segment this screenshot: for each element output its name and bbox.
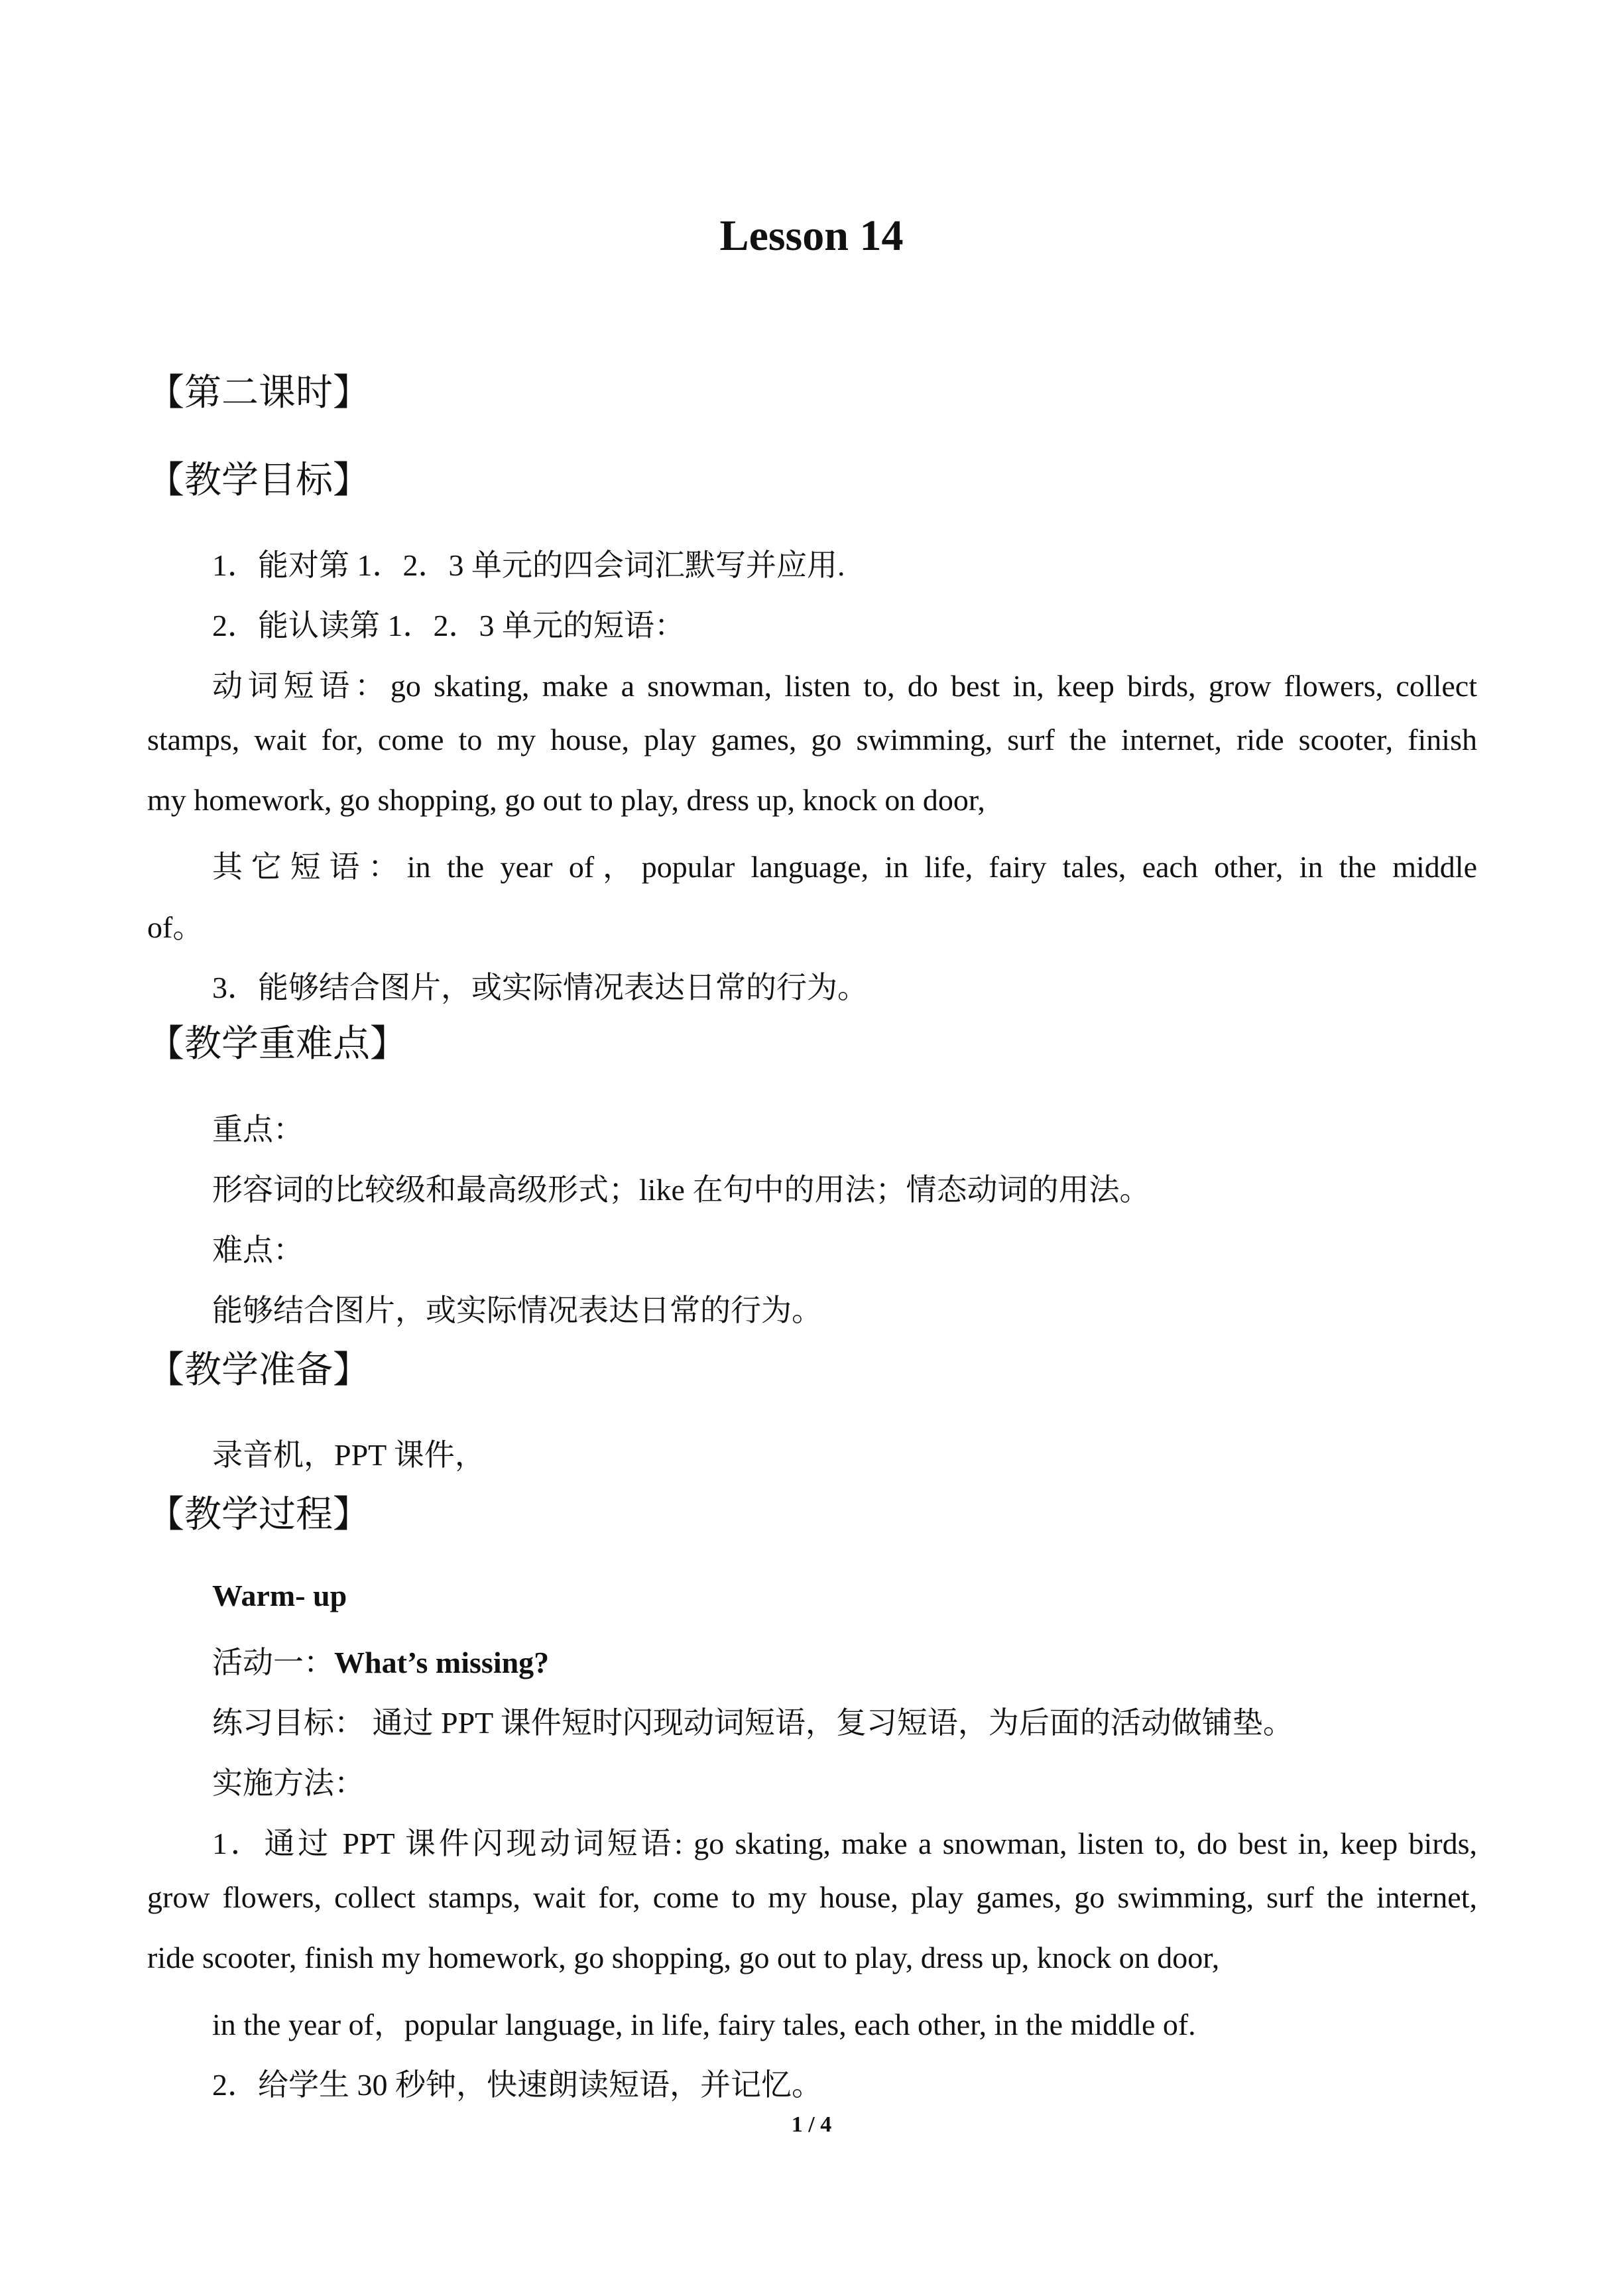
focus-label: 重点： — [212, 1113, 304, 1146]
heading-objectives: 【教学目标】 — [147, 460, 370, 501]
other-phrases-line-1: 其它短语：in the year of，popular language, in life, fairy tales, each other, in the middle — [212, 850, 1477, 884]
step-1-line-1: 1．通过 PPT 课件闪现动词短语: go skating, make a snowman, listen to, do best in, keep birds, — [212, 1827, 1477, 1860]
activity-label: 活动一： — [212, 1646, 334, 1679]
verb-phrases-line-1: 动词短语：go skating, make a snowman, listen to, do best in, keep birds, grow flowers, collect — [212, 669, 1477, 703]
heading-period: 【第二课时】 — [147, 373, 370, 414]
practice-goal: 练习目标： 通过 PPT 课件短时闪现动词短语，复习短语，为后面的活动做铺垫。 — [212, 1706, 1293, 1740]
warmup-label: Warm- up — [212, 1579, 347, 1612]
page-title: Lesson 14 — [719, 211, 904, 260]
preparation-text: 录音机，PPT 课件， — [212, 1438, 485, 1472]
difficulty-label: 难点： — [212, 1233, 304, 1267]
heading-process: 【教学过程】 — [147, 1494, 370, 1536]
difficulty-text: 能够结合图片，或实际情况表达日常的行为。 — [212, 1294, 822, 1327]
step-2: 2．给学生 30 秒钟，快速朗读短语，并记忆。 — [212, 2068, 822, 2102]
objective-item-2: 2．能认读第 1．2．3 单元的短语： — [212, 609, 685, 642]
verb-phrases-line-3: my homework, go shopping, go out to play, dress up, knock on door, — [147, 783, 985, 817]
focus-text: 形容词的比较级和最高级形式；like 在句中的用法；情态动词的用法。 — [212, 1173, 1150, 1207]
step-1-line-2: grow flowers, collect stamps, wait for, come to my house, play games, go swimming, surf the internet, — [147, 1880, 1477, 1914]
page-number: 1 / 4 — [791, 2112, 832, 2137]
activity-one — [212, 1638, 549, 1682]
activity-title: What’s missing? — [334, 1646, 550, 1679]
heading-preparation: 【教学准备】 — [147, 1350, 370, 1391]
step-1-line-3: ride scooter, finish my homework, go shopping, go out to play, dress up, knock on door, — [147, 1941, 1220, 1974]
method-label: 实施方法： — [212, 1766, 365, 1800]
objective-item-1: 1．能对第 1．2．3 单元的四会词汇默写并应用. — [212, 548, 845, 582]
verb-phrases-line-2: stamps, wait for, come to my house, play games, go swimming, surf the internet, ride scooter, finish — [147, 723, 1477, 756]
objective-item-3: 3．能够结合图片，或实际情况表达日常的行为。 — [212, 971, 868, 1004]
heading-key-points: 【教学重难点】 — [147, 1024, 407, 1065]
other-phrases-line-2: of。 — [147, 910, 204, 944]
step-1-line-4: in the year of，popular language, in life, fairy tales, each other, in the middle of. — [212, 2008, 1196, 2041]
